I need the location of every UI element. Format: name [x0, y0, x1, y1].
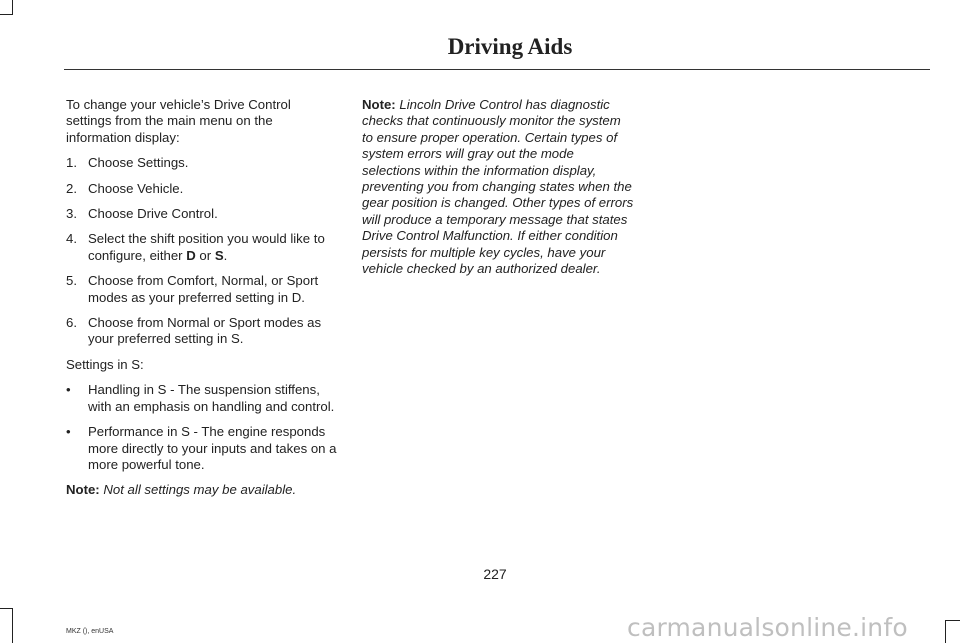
- bullet-marker: •: [66, 382, 71, 398]
- list-item-text: Choose Drive Control.: [88, 206, 218, 222]
- diagnostic-note: [362, 97, 634, 277]
- list-item-text: Choose Vehicle.: [88, 180, 184, 196]
- page-number: 227: [483, 566, 507, 582]
- note-label: Note:: [66, 482, 100, 498]
- header-divider: [64, 69, 930, 70]
- crop-mark-bottom-right-h: [945, 620, 960, 621]
- bullet-item-text: Handling in S - The suspension stiffens, with an emphasis on handling and control.: [88, 382, 335, 414]
- crop-mark-top-left-v: [12, 0, 13, 14]
- bullet-item: [66, 382, 338, 415]
- list-item-text-start: Select the shift position you would like to configure, either: [88, 231, 325, 263]
- list-item: [66, 315, 338, 348]
- list-item-text: Choose from Comfort, Normal, or Sport modes as your preferred setting in D.: [88, 273, 319, 305]
- note-label: Note:: [362, 97, 396, 112]
- intro-paragraph: To change your vehicle’s Drive Control settings from the main menu on the information display:: [66, 97, 291, 145]
- list-item: [66, 273, 338, 306]
- list-item-text: Choose from Normal or Sport modes as your preferred setting in S.: [88, 315, 322, 347]
- list-item-text: Choose Settings.: [88, 155, 189, 171]
- note-text: Not all settings may be available.: [103, 482, 297, 498]
- bullet-item-text: Performance in S - The engine responds more directly to your inputs and takes on a more powerful tone.: [88, 424, 337, 472]
- list-marker: 4.: [66, 231, 77, 247]
- list-item-text-end: .: [223, 247, 228, 263]
- settings-bullet-list: [66, 382, 338, 473]
- list-item: [66, 231, 338, 264]
- crop-mark-bottom-right-v: [945, 620, 946, 643]
- shift-position-d: D: [186, 247, 196, 263]
- document-code: MKZ (), enUSA: [66, 628, 114, 635]
- crop-mark-bottom-left-h: [0, 608, 13, 609]
- crop-mark-top-left-h: [0, 14, 13, 15]
- left-column: [66, 97, 338, 508]
- list-marker: 1.: [66, 155, 77, 171]
- settings-note: [66, 482, 338, 498]
- list-item-text-mid: or: [195, 247, 215, 263]
- watermark: carmanualsonline.info: [627, 613, 908, 642]
- list-item: [66, 206, 338, 222]
- steps-list: [66, 155, 338, 348]
- bullet-item: [66, 424, 338, 473]
- list-item: [66, 155, 338, 171]
- settings-heading: Settings in S:: [66, 356, 144, 372]
- crop-mark-bottom-left-v: [12, 608, 13, 643]
- note-text: Lincoln Drive Control has diagnostic checks that continuously monitor the system to ensure proper operation. Certain types of system errors will gray out the mode selections within the information display, preventing you from changing states when the gear position is changed. Other types of errors will produce a temporary message that states Drive Control Malfunction. If either condition persists for multiple key cycles, have your vehicle checked by an authorized dealer.: [362, 97, 634, 277]
- list-marker: 5.: [66, 273, 77, 289]
- right-column: [362, 97, 634, 286]
- page-title: Driving Aids: [447, 34, 573, 59]
- shift-position-s: S: [214, 247, 224, 263]
- list-marker: 2.: [66, 180, 77, 196]
- bullet-marker: •: [66, 424, 71, 440]
- list-marker: 6.: [66, 315, 77, 331]
- list-item: [66, 181, 338, 197]
- list-marker: 3.: [66, 206, 77, 222]
